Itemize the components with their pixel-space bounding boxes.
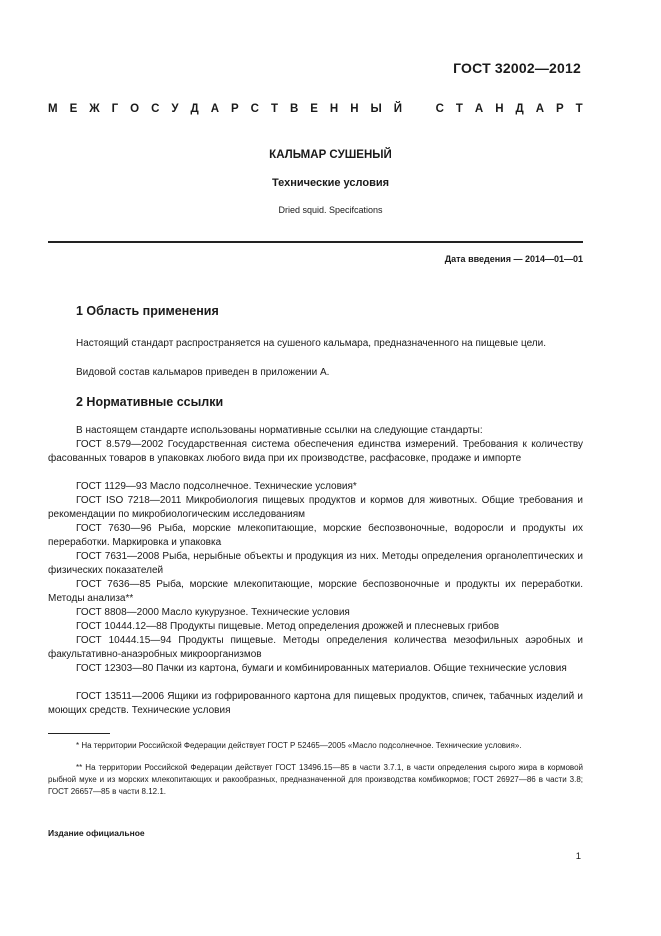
banner-letter: А [535, 103, 544, 115]
reference-item: ГОСТ 1129—93 Масло подсолнечное. Технические условия* [76, 481, 357, 492]
reference-item: ГОСТ 7630—96 Рыба, морские млекопитающие, морские беспозвоночные, водоросли и продукты их переработки. Маркировка и упаковка [48, 523, 583, 548]
banner-letter: Ы [370, 103, 382, 115]
footnote: ** На территории Российской Федерации действует ГОСТ 13496.15—85 в части 3.7.1, в части определения сырого жира в кормовой рыбной муке и из морских млекопитающих и ракообразных, предназначенной для производства комбикормов; ГОСТ 26927—86 в части 3.8; ГОСТ 26657—85 в части 8.12.1. [48, 763, 583, 796]
banner-letter: О [130, 103, 140, 115]
banner-letter: Т [575, 103, 583, 115]
banner-letter: С [250, 103, 259, 115]
document-title: КАЛЬМАР СУШЕНЫЙ [269, 149, 392, 161]
banner-letter [414, 103, 424, 115]
header-divider [48, 241, 583, 243]
footnote-divider [48, 733, 110, 734]
banner-letter: Н [495, 103, 504, 115]
reference-item: ГОСТ 10444.12—88 Продукты пищевые. Метод определения дрожжей и плесневых грибов [76, 621, 500, 632]
banner-letter: Р [555, 103, 564, 115]
banner-letter: А [210, 103, 220, 115]
banner-letter: А [474, 103, 484, 115]
banner-letter: В [289, 103, 299, 115]
reference-item: ГОСТ ISO 7218—2011 Микробиология пищевых продуктов и кормов для животных. Общие требования и рекомендации по микробиологическим исследованиям [48, 495, 583, 520]
section-2-intro: В настоящем стандарте использованы нормативные ссылки на следующие стандарты: [76, 425, 483, 436]
introduction-date: Дата введения — 2014—01—01 [444, 254, 583, 264]
interstate-standard-banner [48, 103, 583, 115]
reference-item: ГОСТ 10444.15—94 Продукты пищевые. Методы определения количества мезофильных аэробных и факультативно-анаэробных микроорганизмов [48, 635, 583, 660]
banner-letter: Н [350, 103, 359, 115]
banner-letter: Д [515, 103, 524, 115]
banner-letter: Д [190, 103, 199, 115]
footnote: * На территории Российской Федерации действует ГОСТ Р 52465—2005 «Масло подсолнечное. Технические условия». [76, 741, 522, 750]
reference-item: ГОСТ 7631—2008 Рыба, нерыбные объекты и продукция из них. Методы определения органолептических и физических показателей [48, 551, 583, 576]
banner-letter: Г [111, 103, 119, 115]
document-subtitle: Технические условия [271, 177, 390, 189]
banner-letter: Ж [89, 103, 100, 115]
banner-letter: Е [310, 103, 318, 115]
banner-letter: Т [455, 103, 463, 115]
banner-letter: М [48, 103, 58, 115]
reference-item: ГОСТ 12303—80 Пачки из картона, бумаги и комбинированных материалов. Общие технические условия [76, 663, 567, 674]
document-number: ГОСТ 32002—2012 [453, 60, 581, 76]
reference-item: ГОСТ 8.579—2002 Государственная система обеспечения единства измерений. Требования к количеству фасованных товаров в упаковках любого вида при их производстве, расфасовке, продаже и импорте [48, 439, 583, 464]
section-2-heading: 2 Нормативные ссылки [76, 395, 224, 409]
banner-letter: С [151, 103, 160, 115]
reference-item: ГОСТ 13511—2006 Ящики из гофрированного картона для пищевых продуктов, спичек, табачных изделий и моющих средств. Технические условия [48, 691, 583, 716]
official-edition-label: Издание официальное [48, 828, 145, 838]
banner-letter: С [435, 103, 444, 115]
banner-letter: У [171, 103, 179, 115]
section-1-paragraph: Настоящий стандарт распространяется на сушеного кальмара, предназначенного на пищевые цели. [76, 338, 547, 349]
banner-letter: Н [329, 103, 339, 115]
banner-letter: Т [270, 103, 278, 115]
banner-letter: Е [69, 103, 78, 115]
page-number: 1 [575, 851, 581, 862]
banner-letter: Й [393, 103, 403, 115]
section-1-heading: 1 Область применения [76, 304, 219, 318]
reference-item: ГОСТ 7636—85 Рыба, морские млекопитающие, морские беспозвоночные и продукты их переработки. Методы анализа** [48, 579, 583, 604]
reference-item: ГОСТ 8808—2000 Масло кукурузное. Технические условия [76, 607, 350, 618]
section-1-paragraph: Видовой состав кальмаров приведен в приложении А. [76, 367, 330, 378]
document-title-english: Dried squid. Specifcations [278, 205, 383, 215]
banner-letter: Р [231, 103, 239, 115]
